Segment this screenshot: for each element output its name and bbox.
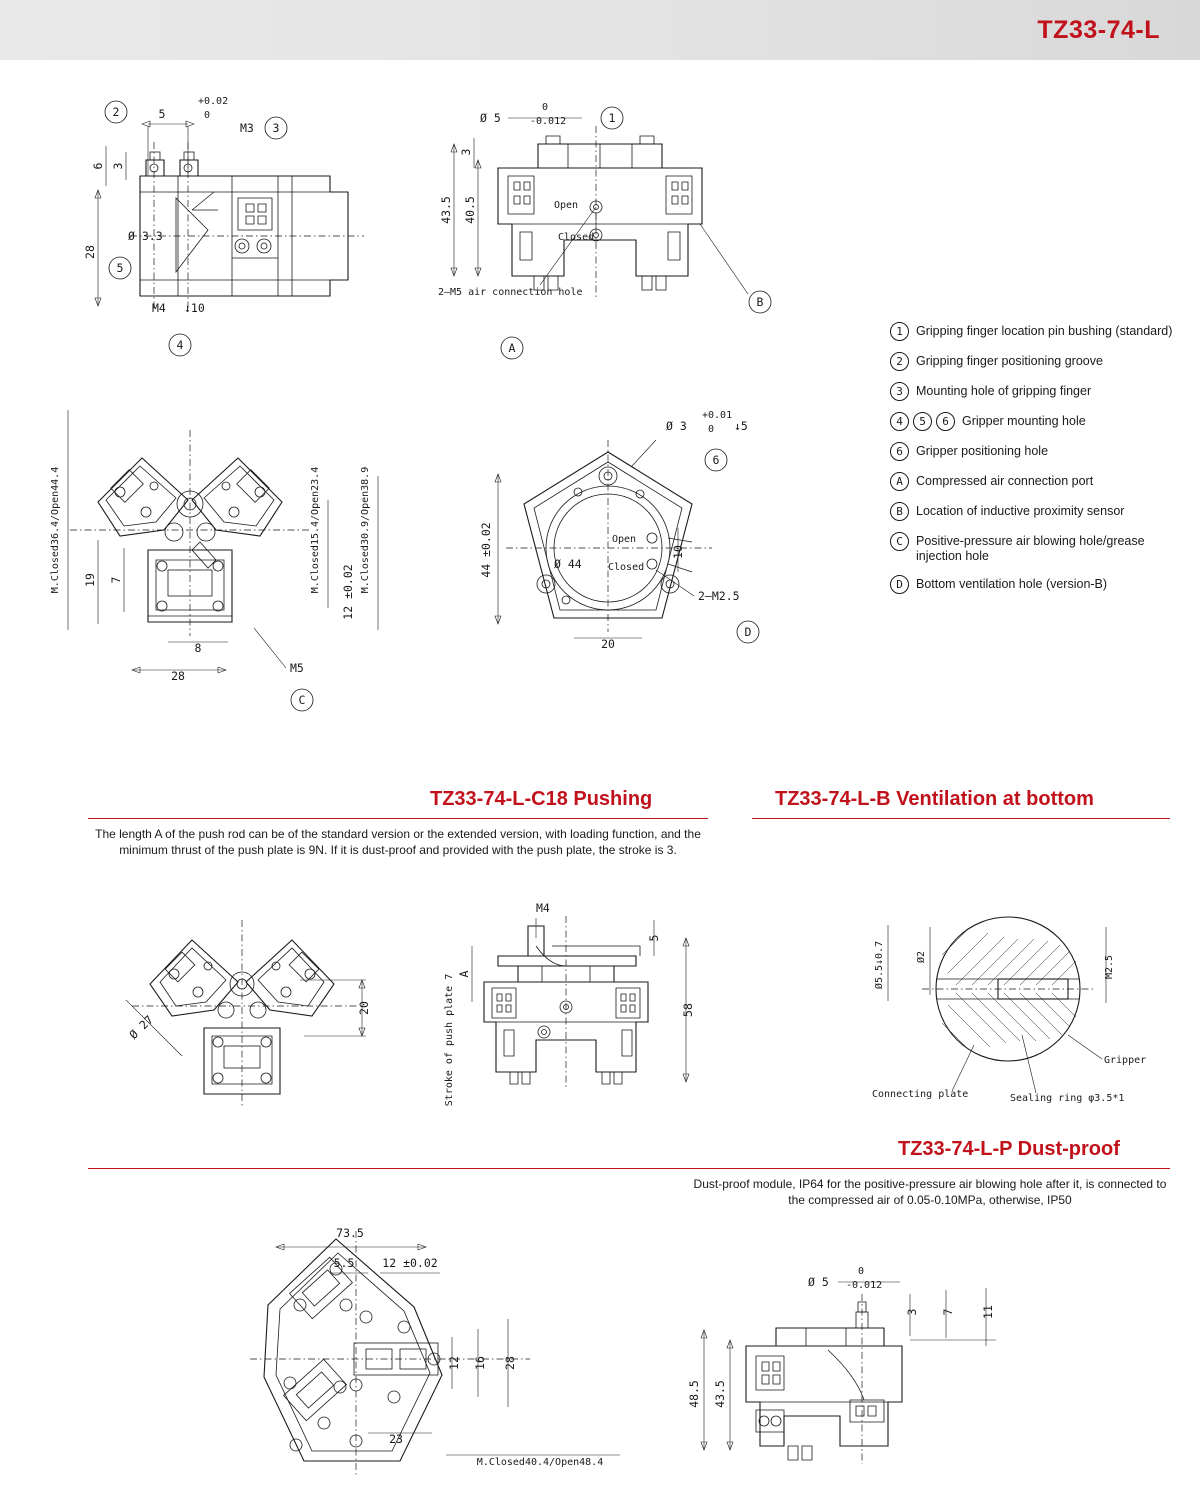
svg-text:A: A <box>457 970 471 978</box>
legend-item <box>890 382 1190 401</box>
svg-text:0: 0 <box>708 424 715 435</box>
svg-text:2—M2.5: 2—M2.5 <box>698 589 740 603</box>
callout-bubble: D <box>890 575 909 594</box>
page-title: TZ33-74-L <box>1037 16 1160 44</box>
svg-text:23: 23 <box>389 1432 403 1446</box>
svg-text:2—M5 air connection hole: 2—M5 air connection hole <box>438 287 583 298</box>
svg-text:40.5: 40.5 <box>463 196 477 224</box>
svg-text:7: 7 <box>109 576 123 584</box>
section-title-pushing: TZ33-74-L-C18 Pushing <box>430 788 653 810</box>
svg-text:Gripper: Gripper <box>1104 1055 1147 1066</box>
svg-text:D: D <box>744 625 752 639</box>
callout-bubble: 3 <box>890 382 909 401</box>
callout-bubble: 5 <box>913 412 932 431</box>
svg-text:12: 12 <box>447 1356 461 1370</box>
svg-text:Ø5.5↓0.7: Ø5.5↓0.7 <box>874 940 885 990</box>
svg-text:M4: M4 <box>536 901 550 915</box>
section-title-ventilation: TZ33-74-L-B Ventilation at bottom <box>775 788 1094 810</box>
svg-text:Ø 3.3: Ø 3.3 <box>128 229 163 243</box>
svg-text:C: C <box>298 693 306 707</box>
callout-bubble: 4 <box>890 412 909 431</box>
svg-text:-0.012: -0.012 <box>530 116 567 127</box>
drawing-dustproof-elevation <box>680 1250 1050 1480</box>
svg-text:0: 0 <box>858 1266 865 1277</box>
svg-text:5: 5 <box>116 261 124 275</box>
svg-text:10: 10 <box>671 545 685 559</box>
svg-text:Ø 44: Ø 44 <box>554 557 582 571</box>
legend-item-label: Positive-pressure air blowing hole/grease injection hole <box>916 534 1145 563</box>
legend-item-label: Gripper positioning hole <box>916 444 1049 458</box>
callout-bubble: 6 <box>890 442 909 461</box>
drawing-ventilation-section <box>860 895 1170 1115</box>
svg-text:M4: M4 <box>152 301 166 315</box>
svg-text:Ø 27: Ø 27 <box>126 1012 157 1042</box>
legend-item-label: Bottom ventilation hole (version-B) <box>916 577 1108 591</box>
section-note-pushing: The length A of the push rod can be of the standard version or the extended version, with loading function, and the minimum thrust of the push plate is 9N. If it is dust-proof and provided with the push plate, the stroke is 3. <box>95 827 701 857</box>
svg-text:+0.02: +0.02 <box>198 96 229 107</box>
svg-text:↓5: ↓5 <box>734 419 748 433</box>
svg-text:M.Closed36.4/Open44.4: M.Closed36.4/Open44.4 <box>50 466 61 594</box>
svg-text:43.5: 43.5 <box>713 1380 727 1408</box>
svg-text:43.5: 43.5 <box>439 196 453 224</box>
legend-item-label: Gripping finger location pin bushing (standard) <box>916 324 1173 338</box>
svg-text:B: B <box>756 295 764 309</box>
callout-bubble: A <box>890 472 909 491</box>
drawing-pushing-section <box>440 890 730 1120</box>
svg-text:Open: Open <box>612 534 637 545</box>
legend-item <box>890 502 1190 521</box>
svg-text:3: 3 <box>111 162 125 170</box>
svg-text:28: 28 <box>83 245 97 259</box>
svg-text:Connecting plate: Connecting plate <box>872 1089 969 1100</box>
callout-bubble: 6 <box>936 412 955 431</box>
svg-text:M.Closed40.4/Open48.4: M.Closed40.4/Open48.4 <box>476 1457 604 1468</box>
legend-list <box>890 322 1190 605</box>
svg-text:3: 3 <box>272 121 280 135</box>
svg-text:0: 0 <box>542 102 549 113</box>
svg-text:73.5: 73.5 <box>336 1226 364 1240</box>
legend-item-label: Gripper mounting hole <box>962 414 1086 428</box>
svg-text:58: 58 <box>681 1003 695 1017</box>
svg-text:12 ±0.02: 12 ±0.02 <box>341 564 355 620</box>
svg-text:Ø 5: Ø 5 <box>480 111 501 125</box>
svg-text:0: 0 <box>204 110 211 121</box>
legend-item-label: Mounting hole of gripping finger <box>916 384 1092 398</box>
drawing-gripper-bottom-left <box>40 380 460 740</box>
svg-text:5: 5 <box>647 934 661 942</box>
callout-bubble: B <box>890 502 909 521</box>
svg-text:5.5: 5.5 <box>333 1256 355 1270</box>
callout-bubble: 1 <box>890 322 909 341</box>
svg-text:20: 20 <box>357 1001 371 1015</box>
drawing-top-view <box>460 400 820 690</box>
svg-text:3: 3 <box>459 148 473 156</box>
svg-text:Stroke of push plate 7: Stroke of push plate 7 <box>444 973 455 1107</box>
svg-text:2: 2 <box>112 105 120 119</box>
svg-text:Ø 5: Ø 5 <box>808 1275 829 1289</box>
svg-text:5: 5 <box>158 107 166 121</box>
svg-text:4: 4 <box>176 338 184 352</box>
legend-item <box>890 352 1190 371</box>
svg-text:20: 20 <box>601 637 615 651</box>
section-title-dustproof: TZ33-74-L-P Dust-proof <box>898 1138 1120 1160</box>
svg-text:8: 8 <box>194 641 202 655</box>
svg-text:6: 6 <box>91 162 105 170</box>
page-header <box>0 0 1200 60</box>
svg-text:48.5: 48.5 <box>687 1380 701 1408</box>
svg-text:M.Closed15.4/Open23.4: M.Closed15.4/Open23.4 <box>310 466 321 594</box>
svg-text:A: A <box>508 341 516 355</box>
drawing-side-view <box>80 80 440 370</box>
divider-dustproof <box>88 1168 1170 1169</box>
svg-text:28: 28 <box>503 1356 517 1370</box>
callout-bubble: C <box>890 532 909 551</box>
svg-text:M2.5: M2.5 <box>1104 954 1115 980</box>
drawing-dustproof-plan <box>240 1215 620 1495</box>
svg-text:Ø 3: Ø 3 <box>666 419 687 433</box>
drawing-pushing-gripper <box>90 900 410 1120</box>
svg-text:M.Closed30.9/Open38.9: M.Closed30.9/Open38.9 <box>360 466 371 594</box>
svg-text:Closed: Closed <box>558 232 595 243</box>
svg-text:M3: M3 <box>240 121 254 135</box>
section-note-dustproof: Dust-proof module, IP64 for the positive-pressure air blowing hole after it, is connected to the compressed air of 0.05-0.10MPa, otherwise, IP50 <box>693 1177 1167 1207</box>
legend-item <box>890 532 1190 564</box>
divider-ventilation <box>752 818 1170 819</box>
legend-item <box>890 412 1190 431</box>
svg-text:16: 16 <box>473 1356 487 1370</box>
svg-text:Closed: Closed <box>608 562 645 573</box>
svg-text:7: 7 <box>941 1308 955 1316</box>
svg-text:Sealing ring φ3.5*1: Sealing ring φ3.5*1 <box>1010 1093 1125 1104</box>
svg-text:M5: M5 <box>290 661 304 675</box>
svg-text:↓10: ↓10 <box>184 301 205 315</box>
svg-text:Open: Open <box>554 200 579 211</box>
svg-text:1: 1 <box>608 111 616 125</box>
legend-item-label: Compressed air connection port <box>916 474 1094 488</box>
legend-item <box>890 322 1190 341</box>
svg-text:28: 28 <box>171 669 185 683</box>
callout-bubble: 2 <box>890 352 909 371</box>
drawing-front-view <box>430 80 790 380</box>
svg-text:3: 3 <box>905 1308 919 1316</box>
svg-text:44 ±0.02: 44 ±0.02 <box>479 522 493 578</box>
svg-text:Ø2: Ø2 <box>916 950 927 964</box>
legend-item-label: Gripping finger positioning groove <box>916 354 1103 368</box>
svg-text:12 ±0.02: 12 ±0.02 <box>382 1256 438 1270</box>
legend-item <box>890 472 1190 491</box>
legend-item <box>890 575 1190 594</box>
legend-item-label: Location of inductive proximity sensor <box>916 504 1125 518</box>
svg-text:+0.01: +0.01 <box>702 410 733 421</box>
legend-item <box>890 442 1190 461</box>
svg-text:19: 19 <box>83 573 97 587</box>
divider-pushing <box>88 818 708 819</box>
svg-text:11: 11 <box>981 1305 995 1319</box>
svg-text:-0.012: -0.012 <box>846 1280 883 1291</box>
svg-text:6: 6 <box>712 453 720 467</box>
